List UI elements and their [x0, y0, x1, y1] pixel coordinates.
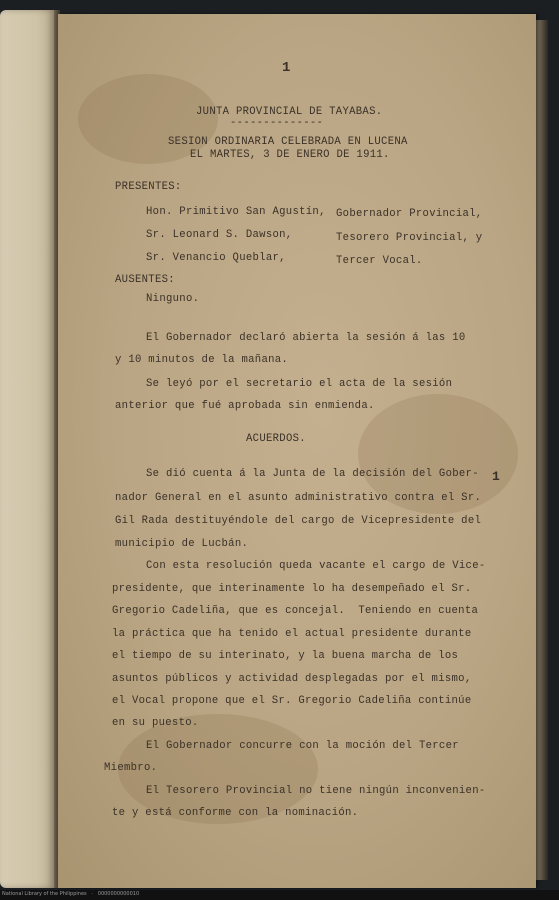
footer-credit: National Library of the Philippines · 0000000000010	[2, 891, 140, 897]
opening-line: y 10 minutos de la mañana.	[115, 354, 289, 366]
facing-page-edge	[0, 10, 54, 888]
absent-label: AUSENTES:	[115, 274, 175, 286]
agreement-line: asuntos públicos y actividad desplegadas por el mismo,	[112, 673, 472, 685]
agreements-heading: ACUERDOS.	[246, 433, 306, 445]
session-heading: SESION ORDINARIA CELEBRADA EN LUCENA	[168, 136, 408, 148]
agreement-line: El Tesorero Provincial no tiene ningún inconvenien-	[146, 785, 486, 797]
session-date: EL MARTES, 3 DE ENERO DE 1911.	[190, 149, 390, 161]
page-stack-edge	[536, 20, 548, 880]
agreement-line: Gregorio Cadeliña, que es concejal. Teniendo en cuenta	[112, 605, 479, 617]
agreement-line: Miembro.	[104, 762, 158, 774]
agreement-line: te y está conforme con la nominación.	[112, 807, 359, 819]
margin-note: 1	[492, 469, 501, 484]
minutes-line: anterior que fué aprobada sin enmienda.	[115, 400, 375, 412]
agreement-line: en su puesto.	[112, 717, 199, 729]
opening-line: El Gobernador declaró abierta la sesión á las 10	[146, 332, 466, 344]
agreement-line: El Gobernador concurre con la moción del Tercer	[146, 740, 459, 752]
agreement-line: nador General en el asunto administrativo contra el Sr.	[115, 492, 482, 504]
attendee-name: Sr. Leonard S. Dawson,	[146, 229, 293, 241]
agreement-line: Se dió cuenta á la Junta de la decisión del Gober-	[146, 468, 479, 480]
absent-value: Ninguno.	[146, 293, 200, 305]
document-title: JUNTA PROVINCIAL DE TAYABAS.	[196, 106, 383, 118]
agreement-line: la práctica que ha tenido el actual presidente durante	[112, 628, 472, 640]
page-number: 1	[282, 60, 291, 76]
attendee-name: Sr. Venancio Queblar,	[146, 252, 286, 264]
attendee-role: Tercer Vocal.	[336, 255, 423, 267]
title-underline: --------------	[230, 117, 324, 129]
agreement-line: presidente, que interinamente lo ha desempeñado el Sr.	[112, 583, 472, 595]
agreement-line: Con esta resolución queda vacante el cargo de Vice-	[146, 560, 486, 572]
agreement-line: el Vocal propone que el Sr. Gregorio Cadeliña continúe	[112, 695, 472, 707]
agreement-line: Gil Rada destituyéndole del cargo de Vicepresidente del	[115, 515, 482, 527]
agreement-line: el tiempo de su interinato, y la buena marcha de los	[112, 650, 459, 662]
minutes-line: Se leyó por el secretario el acta de la sesión	[146, 378, 453, 390]
attendee-role: Gobernador Provincial,	[336, 208, 483, 220]
attendee-name: Hon. Primitivo San Agustín,	[146, 206, 326, 218]
agreement-line: municipio de Lucbán.	[115, 538, 249, 550]
attendee-role: Tesorero Provincial, y	[336, 232, 483, 244]
present-label: PRESENTES:	[115, 181, 182, 193]
